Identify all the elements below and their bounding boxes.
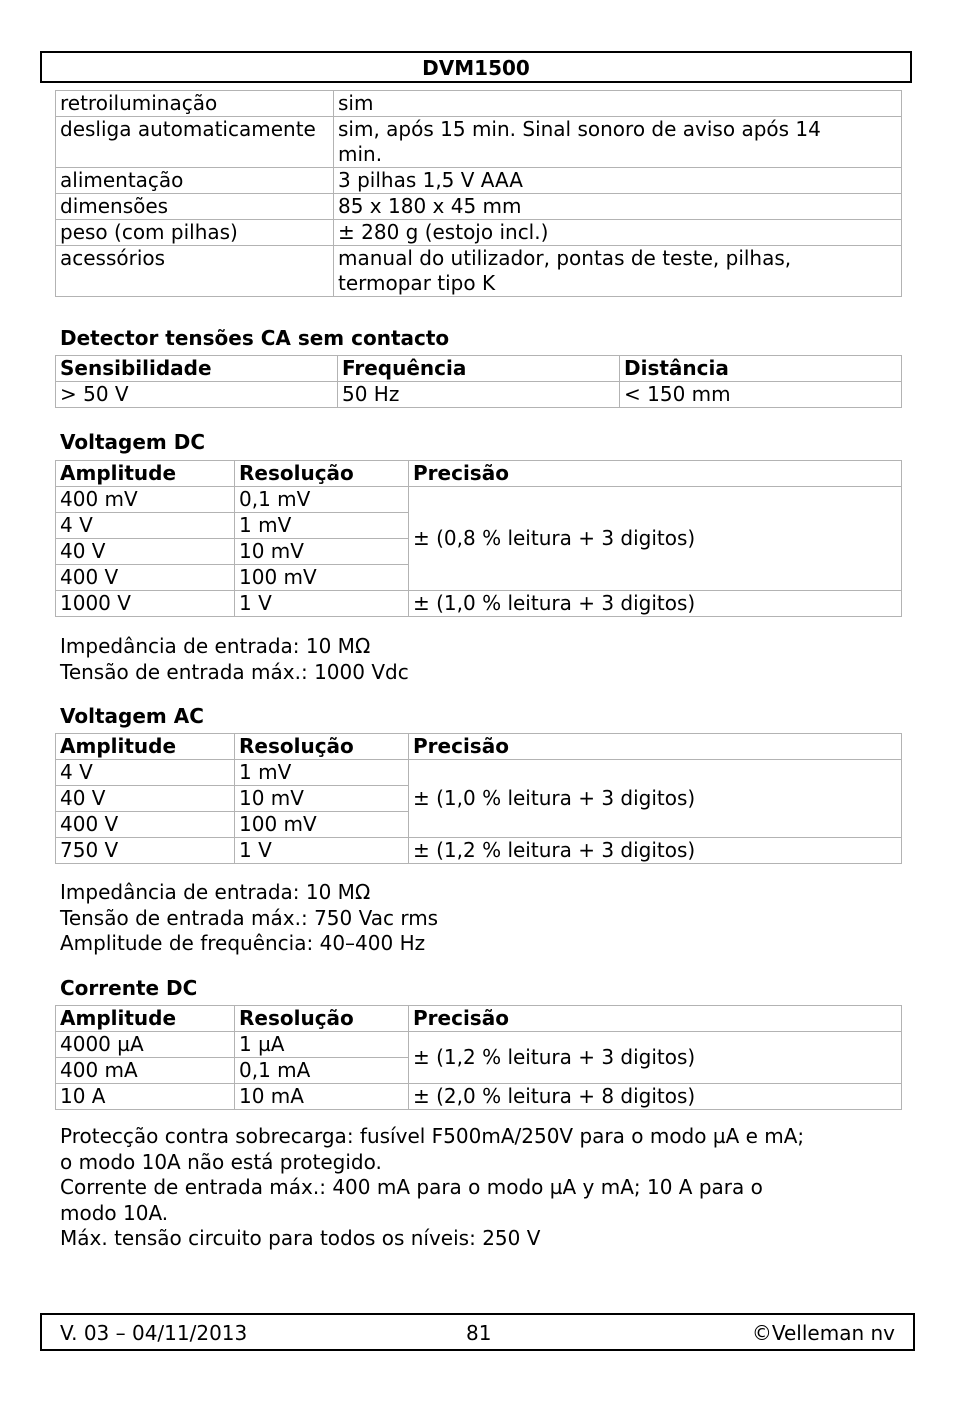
column-header: Precisão bbox=[409, 1006, 902, 1032]
spec-label: retroiluminação bbox=[56, 91, 334, 117]
note-line: Tensão de entrada máx.: 750 Vac rms bbox=[60, 905, 439, 930]
accuracy-cell: ± (2,0 % leitura + 8 digitos) bbox=[409, 1084, 902, 1110]
range-cell: 40 V bbox=[56, 539, 235, 565]
note-line: Impedância de entrada: 10 MΩ bbox=[60, 634, 371, 658]
column-header: Precisão bbox=[409, 734, 902, 760]
spec-label: acessórios bbox=[56, 246, 334, 297]
note-line: Corrente de entrada máx.: 400 mA para o modo µA y mA; 10 A para o bbox=[60, 1175, 763, 1199]
note-line: o modo 10A não está protegido. bbox=[60, 1149, 382, 1174]
spec-value: ± 280 g (estojo incl.) bbox=[334, 220, 902, 246]
copyright-label: ©Velleman nv bbox=[751, 1321, 895, 1345]
table-cell: 50 Hz bbox=[338, 382, 620, 408]
table-header-row bbox=[56, 356, 902, 382]
range-cell: 400 mV bbox=[56, 487, 235, 513]
note-line: Máx. tensão circuito para todos os níveis: 250 V bbox=[60, 1226, 541, 1250]
resolution-cell: 1 V bbox=[235, 838, 409, 864]
spec-value: manual do utilizador, pontas de teste, pilhas, termopar tipo K bbox=[334, 246, 902, 297]
accuracy-cell: ± (1,2 % leitura + 3 digitos) bbox=[409, 838, 902, 864]
resolution-cell: 1 µA bbox=[235, 1032, 409, 1058]
resolution-cell: 1 mV bbox=[235, 513, 409, 539]
table-cell: < 150 mm bbox=[620, 382, 902, 408]
column-header: Resolução bbox=[235, 461, 409, 487]
acv-table bbox=[55, 733, 902, 864]
range-cell: 400 mA bbox=[56, 1058, 235, 1084]
accuracy-cell: ± (0,8 % leitura + 3 digitos) bbox=[409, 487, 902, 591]
table-row bbox=[56, 1032, 902, 1058]
resolution-cell: 10 mV bbox=[235, 539, 409, 565]
table-row bbox=[56, 760, 902, 786]
table-header-row bbox=[56, 461, 902, 487]
page-number: 81 bbox=[466, 1321, 492, 1345]
table-row bbox=[56, 591, 902, 617]
table-row bbox=[56, 220, 902, 246]
range-cell: 750 V bbox=[56, 838, 235, 864]
note-line: Amplitude de frequência: 40–400 Hz bbox=[60, 931, 426, 955]
resolution-cell: 0,1 mA bbox=[235, 1058, 409, 1084]
spec-value: 85 x 180 x 45 mm bbox=[334, 194, 902, 220]
range-cell: 10 A bbox=[56, 1084, 235, 1110]
accuracy-cell: ± (1,0 % leitura + 3 digitos) bbox=[409, 591, 902, 617]
column-header: Frequência bbox=[338, 356, 620, 382]
resolution-cell: 0,1 mV bbox=[235, 487, 409, 513]
page-header: DVM1500 bbox=[40, 51, 912, 83]
note-line: Impedância de entrada: 10 MΩ bbox=[60, 880, 371, 904]
range-cell: 40 V bbox=[56, 786, 235, 812]
acv-notes bbox=[60, 880, 920, 957]
ncv-table bbox=[55, 355, 902, 408]
spec-value: sim bbox=[334, 91, 902, 117]
range-cell: 400 V bbox=[56, 812, 235, 838]
dcv-notes bbox=[60, 634, 920, 685]
spec-label: alimentação bbox=[56, 168, 334, 194]
range-cell: 4 V bbox=[56, 760, 235, 786]
column-header: Amplitude bbox=[56, 461, 235, 487]
resolution-cell: 1 mV bbox=[235, 760, 409, 786]
range-cell: 4 V bbox=[56, 513, 235, 539]
resolution-cell: 10 mA bbox=[235, 1084, 409, 1110]
resolution-cell: 1 V bbox=[235, 591, 409, 617]
accuracy-cell: ± (1,0 % leitura + 3 digitos) bbox=[409, 760, 902, 838]
dca-table bbox=[55, 1005, 902, 1110]
column-header: Precisão bbox=[409, 461, 902, 487]
range-cell: 400 V bbox=[56, 565, 235, 591]
section-title-dca: Corrente DC bbox=[60, 976, 198, 1000]
version-label: V. 03 – 04/11/2013 bbox=[60, 1321, 248, 1345]
resolution-cell: 10 mV bbox=[235, 786, 409, 812]
table-row bbox=[56, 194, 902, 220]
accuracy-cell: ± (1,2 % leitura + 3 digitos) bbox=[409, 1032, 902, 1084]
table-row bbox=[56, 382, 902, 408]
table-header-row bbox=[56, 734, 902, 760]
column-header: Resolução bbox=[235, 734, 409, 760]
section-title-acv: Voltagem AC bbox=[60, 704, 204, 728]
table-row bbox=[56, 91, 902, 117]
resolution-cell: 100 mV bbox=[235, 812, 409, 838]
spec-label: dimensões bbox=[56, 194, 334, 220]
dcv-table bbox=[55, 460, 902, 617]
table-cell: > 50 V bbox=[56, 382, 338, 408]
note-line: Protecção contra sobrecarga: fusível F500mA/250V para o modo µA e mA; bbox=[60, 1124, 805, 1148]
general-specs-table bbox=[55, 90, 902, 297]
note-line: modo 10A. bbox=[60, 1200, 169, 1225]
table-row bbox=[56, 838, 902, 864]
page-footer bbox=[40, 1313, 915, 1351]
column-header: Resolução bbox=[235, 1006, 409, 1032]
range-cell: 4000 µA bbox=[56, 1032, 235, 1058]
section-title-ncv: Detector tensões CA sem contacto bbox=[60, 326, 450, 350]
column-header: Distância bbox=[620, 356, 902, 382]
spec-value: 3 pilhas 1,5 V AAA bbox=[334, 168, 902, 194]
table-row bbox=[56, 1084, 902, 1110]
spec-label: desliga automaticamente bbox=[56, 117, 334, 168]
range-cell: 1000 V bbox=[56, 591, 235, 617]
table-row bbox=[56, 168, 902, 194]
column-header: Amplitude bbox=[56, 734, 235, 760]
dca-notes bbox=[60, 1124, 920, 1252]
note-line: Tensão de entrada máx.: 1000 Vdc bbox=[60, 659, 409, 684]
spec-label: peso (com pilhas) bbox=[56, 220, 334, 246]
table-row bbox=[56, 117, 902, 168]
column-header: Sensibilidade bbox=[56, 356, 338, 382]
resolution-cell: 100 mV bbox=[235, 565, 409, 591]
table-row bbox=[56, 246, 902, 297]
column-header: Amplitude bbox=[56, 1006, 235, 1032]
table-row bbox=[56, 487, 902, 513]
section-title-dcv: Voltagem DC bbox=[60, 430, 205, 454]
table-header-row bbox=[56, 1006, 902, 1032]
spec-value: sim, após 15 min. Sinal sonoro de aviso após 14 min. bbox=[334, 117, 902, 168]
